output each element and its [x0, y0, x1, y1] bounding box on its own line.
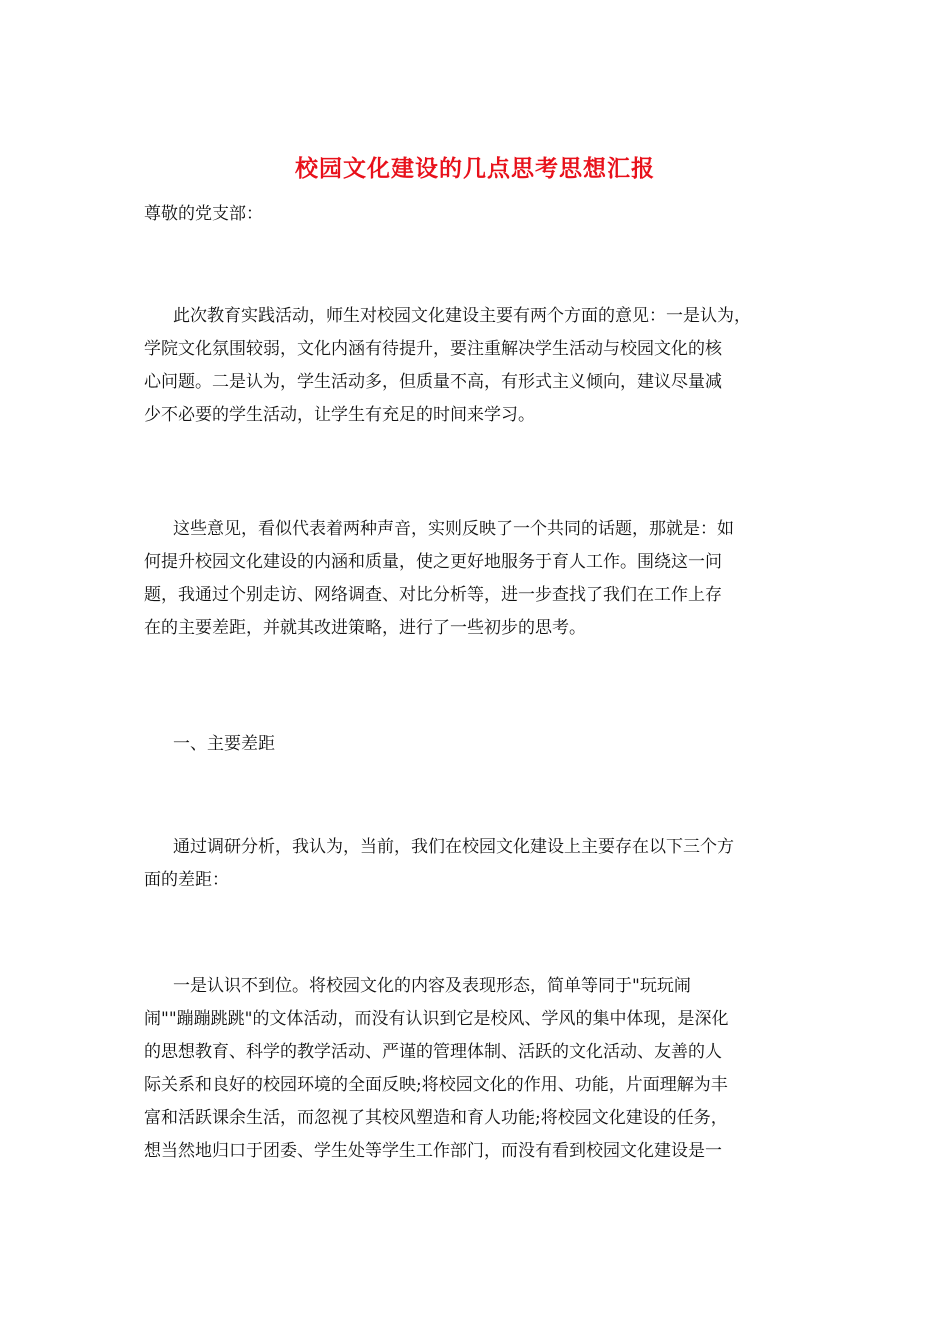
salutation: 尊敬的党支部： [144, 204, 263, 224]
paragraph-feedback [144, 300, 814, 432]
paragraph-line: 富和活跃课余生活，而忽视了其校风塑造和育人功能;将校园文化建设的任务， [144, 1108, 728, 1128]
paragraph-line: 何提升校园文化建设的内涵和质量，使之更好地服务于育人工作。围绕这一问 [144, 552, 722, 572]
paragraph-line: 学院文化氛围较弱，文化内涵有待提升，要注重解决学生活动与校园文化的核 [144, 339, 722, 359]
paragraph-line: 心问题。二是认为，学生活动多，但质量不高，有形式主义倾向，建议尽量减 [144, 372, 722, 392]
paragraph-line: 闹""蹦蹦跳跳"的文体活动，而没有认识到它是校风、学风的集中体现，是深化 [144, 1009, 729, 1029]
paragraph-line: 在的主要差距，并就其改进策略，进行了一些初步的思考。 [144, 618, 586, 638]
paragraph-line: 通过调研分析，我认为，当前，我们在校园文化建设上主要存在以下三个方 [173, 837, 734, 857]
paragraph-line: 际关系和良好的校园环境的全面反映;将校园文化的作用、功能，片面理解为丰 [144, 1075, 728, 1095]
paragraph-line: 这些意见，看似代表着两种声音，实则反映了一个共同的话题，那就是：如 [173, 519, 734, 539]
section-heading-main-gaps [144, 728, 814, 761]
document-title: 校园文化建设的几点思考思想汇报 [295, 155, 655, 182]
paragraph-line: 一是认识不到位。将校园文化的内容及表现形态，简单等同于"玩玩闹 [173, 976, 691, 996]
section-heading: 一、主要差距 [173, 734, 275, 754]
paragraph-line: 想当然地归口于团委、学生处等学生工作部门，而没有看到校园文化建设是一 [144, 1141, 722, 1161]
paragraph-research [144, 831, 814, 897]
paragraph-line: 的思想教育、科学的教学活动、严谨的管理体制、活跃的文化活动、友善的人 [144, 1042, 722, 1062]
paragraph-line: 少不必要的学生活动，让学生有充足的时间来学习。 [144, 405, 535, 425]
paragraph-awareness [144, 970, 814, 1168]
paragraph-analysis [144, 513, 814, 645]
paragraph-line: 此次教育实践活动，师生对校园文化建设主要有两个方面的意见：一是认为， [173, 306, 751, 326]
paragraph-line: 面的差距： [144, 870, 229, 890]
paragraph-line: 题，我通过个别走访、网络调查、对比分析等，进一步查找了我们在工作上存 [144, 585, 722, 605]
